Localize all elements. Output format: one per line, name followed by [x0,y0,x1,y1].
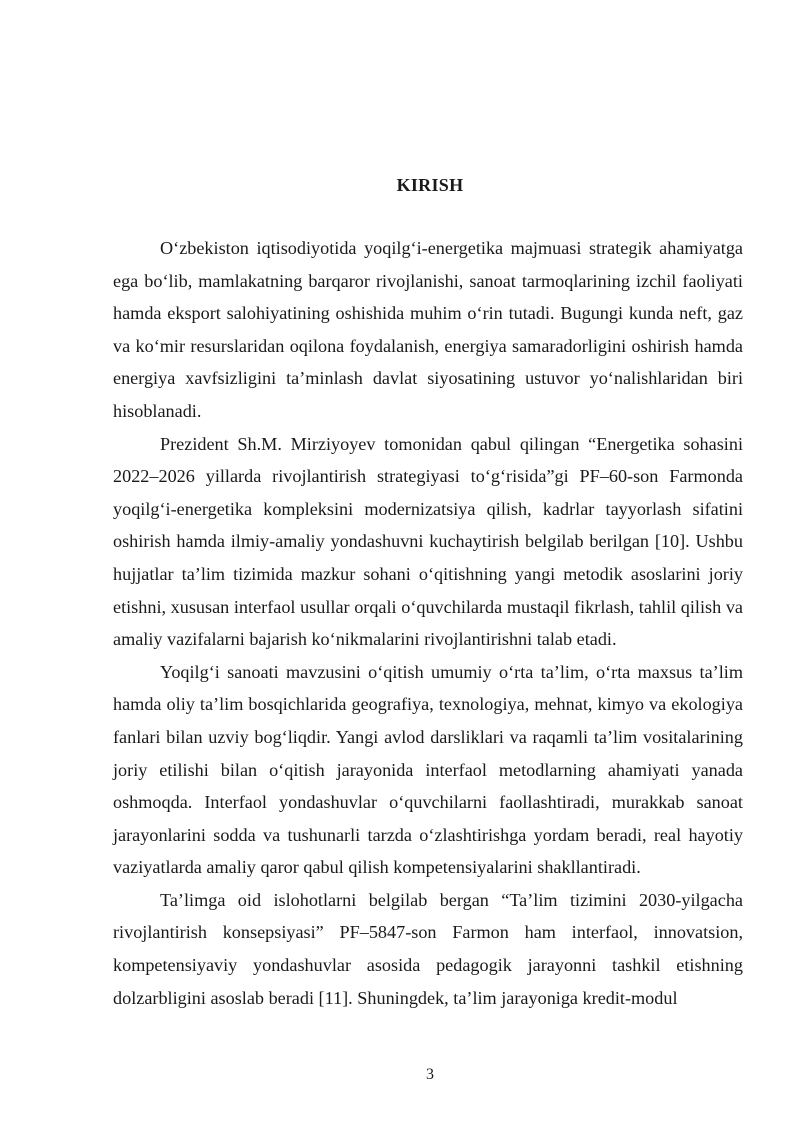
body-text [113,232,743,1014]
paragraph-4: Ta’limga oid islohotlarni belgilab bergan “Ta’lim tizimini 2030-yilgacha rivojlantirish konsepsiyasi” PF–5847-son Farmon ham interfaol, innovatsion, kompetensiyaviy yondashuvlar asosida pedagogik jarayonni tashkil etishning dolzarbligini asoslab beradi [11]. Shuningdek, ta’lim jarayoniga kredit-modul [113,889,743,1008]
paragraph-3: Yoqilg‘i sanoati mavzusini o‘qitish umumiy o‘rta ta’lim, o‘rta maxsus ta’lim hamda oliy ta’lim bosqichlarida geografiya, texnologiya, mehnat, kimyo va ekologiya fanlari bilan uzviy bog‘liqdir. Yangi avlod darsliklari va raqamli ta’lim vositalarining joriy etilishi bilan o‘qitish jarayonida interfaol metodlarning ahamiyati yanada oshmoqda. Interfaol yondashuvlar o‘quvchilarni faollashtiradi, murakkab sanoat jarayonlarini sodda va tushunarli tarzda o‘zlashtirishga yordam beradi, real hayotiy vaziyatlarda amaliy qaror qabul qilish kompetensiyalarini shakllantiradi. [113,661,743,878]
section-heading: KIRISH [396,175,464,195]
page-number: 3 [426,1066,434,1083]
paragraph-1: O‘zbekiston iqtisodiyotida yoqilg‘i-energetika majmuasi strategik ahamiyatga ega bo‘lib, mamlakatning barqaror rivojlanishi, sanoat tarmoqlarining izchil faoliyati hamda eksport salohiyatining oshishida muhim o‘rin tutadi. Bugungi kunda neft, gaz va ko‘mir resurslaridan oqilona foydalanish, energiya samaradorligini oshirish hamda energiya xavfsizligini ta’minlash davlat siyosatining ustuvor yo‘nalishlaridan biri hisoblanadi. [113,238,743,421]
paragraph-2: Prezident Sh.M. Mirziyoyev tomonidan qabul qilingan “Energetika sohasini 2022–2026 yillarda rivojlantirish strategiyasi to‘g‘risida”gi PF–60-son Farmonda yoqilg‘i-energetika kompleksini modernizatsiya qilish, kadrlar tayyorlash sifatini oshirish hamda ilmiy-amaliy yondashuvni kuchaytirish belgilab berilgan [10]. Ushbu hujjatlar ta’lim tizimida mazkur sohani o‘qitishning yangi metodik asoslarini joriy etishni, xususan interfaol usullar orqali o‘quvchilarda mustaqil fikrlash, tahlil qilish va amaliy vazifalarni bajarish ko‘nikmalarini rivojlantirishni talab etadi. [113,433,743,650]
